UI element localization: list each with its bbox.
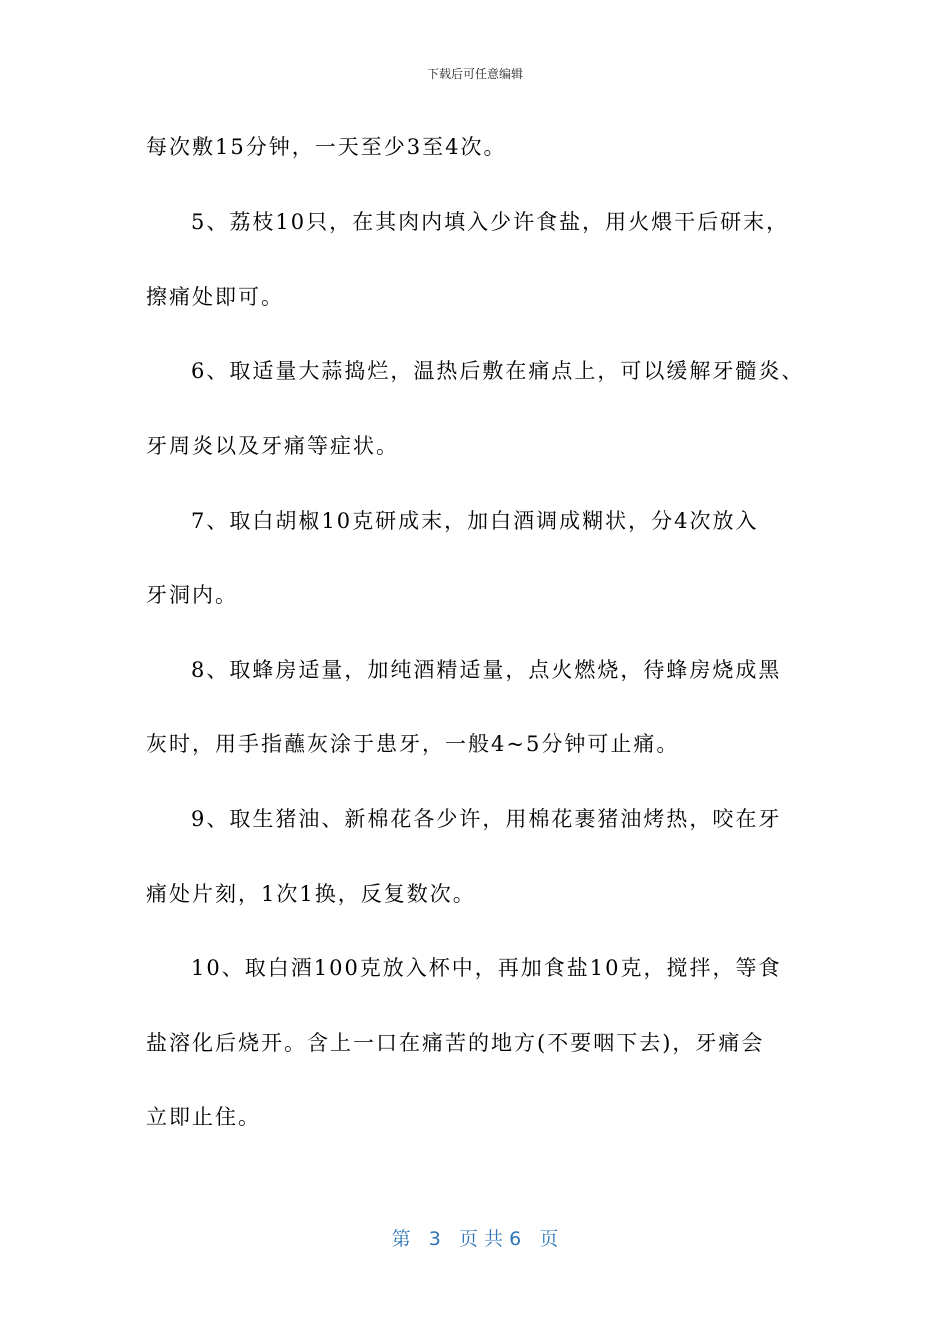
footer-total-pages: 6 <box>509 1228 522 1250</box>
body-line: 6、取适量大蒜捣烂，温热后敷在痛点上，可以缓解牙髓炎、 <box>191 359 805 383</box>
footer-prefix: 第 <box>391 1228 411 1250</box>
body-line: 灰时，用手指蘸灰涂于患牙，一般4~5分钟可止痛。 <box>146 732 680 756</box>
body-line: 擦痛处即可。 <box>146 285 284 309</box>
footer-current-page: 3 <box>428 1228 441 1250</box>
footer-suffix: 页 <box>539 1228 559 1250</box>
body-line: 8、取蜂房适量，加纯酒精适量，点火燃烧，待蜂房烧成黑 <box>191 658 782 682</box>
body-line: 盐溶化后烧开。含上一口在痛苦的地方(不要咽下去)，牙痛会 <box>146 1031 765 1055</box>
footer-middle: 页 共 <box>459 1228 504 1250</box>
page-header: 下载后可任意编辑 <box>426 67 523 81</box>
body-line: 5、荔枝10只，在其肉内填入少许食盐，用火煨干后研末， <box>191 210 790 234</box>
body-line: 10、取白酒100克放入杯中，再加食盐10克，搅拌，等食 <box>191 956 782 980</box>
body-line: 牙洞内。 <box>146 583 238 607</box>
body-line: 9、取生猪油、新棉花各少许，用棉花裹猪油烤热，咬在牙 <box>191 807 782 831</box>
body-line: 7、取白胡椒10克研成末，加白酒调成糊状，分4次放入 <box>191 509 759 533</box>
body-line: 牙周炎以及牙痛等症状。 <box>146 434 399 458</box>
body-line: 立即止住。 <box>146 1105 261 1129</box>
body-line: 痛处片刻，1次1换，反复数次。 <box>146 882 476 906</box>
body-line: 每次敷15分钟，一天至少3至4次。 <box>146 135 507 159</box>
page-footer <box>0 1226 950 1252</box>
